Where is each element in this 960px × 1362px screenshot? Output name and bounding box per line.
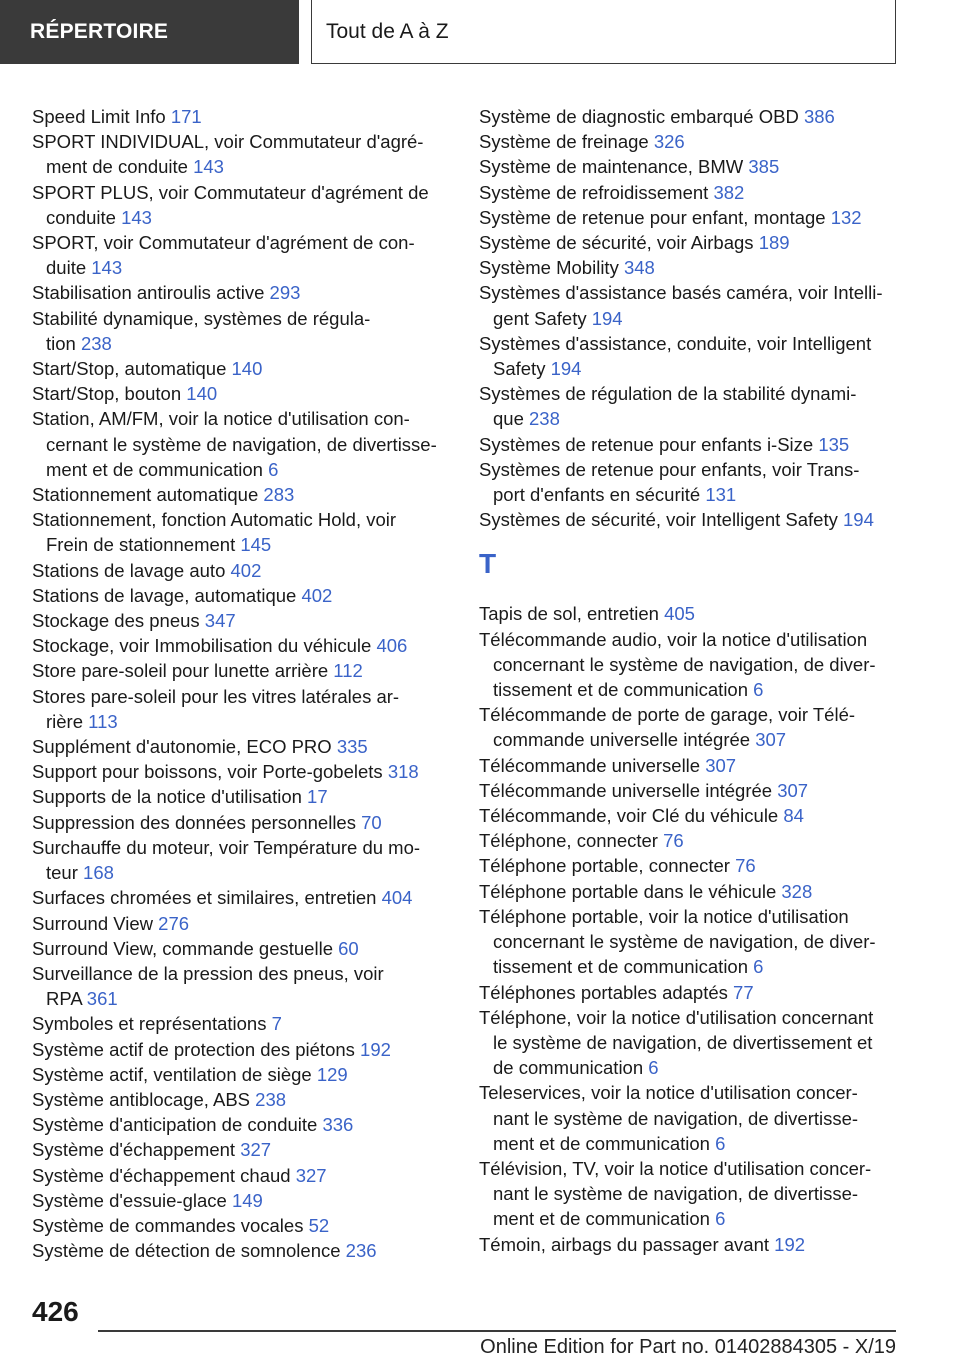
- page-reference-link[interactable]: 145: [240, 534, 272, 556]
- index-entry: [32, 104, 462, 129]
- index-entry: [479, 853, 904, 878]
- index-entry: [32, 507, 462, 557]
- index-entry: [479, 828, 904, 853]
- footer-divider: [98, 1330, 896, 1332]
- page-number: 426: [32, 1296, 79, 1327]
- index-entry: [32, 1011, 462, 1036]
- index-entry: [479, 129, 904, 154]
- index-entry: [479, 980, 904, 1005]
- index-entry: [32, 280, 462, 305]
- page-reference-link[interactable]: 192: [774, 1233, 806, 1255]
- entry-term: Symboles et représentations: [32, 1013, 267, 1035]
- entry-term: Système d'échappement chaud: [32, 1164, 291, 1186]
- page-reference-link[interactable]: 238: [80, 332, 112, 354]
- entry-term: Télécommande de porte de garage, voir Télé- commande universelle intégrée: [479, 704, 856, 751]
- entry-term: Tapis de sol, entretien: [479, 603, 659, 625]
- index-entry: [479, 627, 904, 703]
- index-entry: [32, 1112, 462, 1137]
- index-entry: [479, 255, 904, 280]
- index-entry: [479, 457, 904, 507]
- section-tab: [0, 0, 299, 64]
- index-entry: [479, 507, 904, 532]
- page-reference-link[interactable]: 347: [204, 610, 236, 632]
- page-reference-link[interactable]: 385: [748, 156, 780, 178]
- entry-term: Téléphone portable dans le véhicule: [479, 880, 777, 902]
- entry-term: Téléphone portable, voir la notice d'utilisation concernant le système de navigation, de diver- tissement et de communication: [479, 905, 876, 978]
- index-entry: [32, 684, 462, 734]
- entry-term: Surchauffe du moteur, voir Température du mo- teur: [32, 836, 421, 884]
- page-reference-link[interactable]: 318: [387, 761, 419, 783]
- index-entry: [32, 961, 462, 1011]
- index-entry: [32, 608, 462, 633]
- page-reference-link[interactable]: 405: [664, 603, 695, 625]
- index-entry: [479, 879, 904, 904]
- index-column-right: [479, 104, 904, 1257]
- entry-term: Télécommande universelle intégrée: [479, 779, 773, 801]
- index-entry: [479, 104, 904, 129]
- page-reference-link[interactable]: 382: [713, 181, 745, 203]
- entry-term: Supports de la notice d'utilisation: [32, 786, 302, 808]
- chapter-title-box: [311, 0, 896, 64]
- entry-term: Suppression des données personnelles: [32, 811, 356, 833]
- entry-term: Système antiblocage, ABS: [32, 1088, 251, 1110]
- page-reference-link[interactable]: 238: [255, 1088, 287, 1110]
- page-reference-link[interactable]: 194: [550, 358, 582, 380]
- index-entry: [32, 381, 462, 406]
- page-reference-link[interactable]: 326: [653, 131, 685, 153]
- entry-term: Système de freinage: [479, 131, 649, 153]
- entry-term: Stabilisation antiroulis active: [32, 282, 265, 304]
- page-reference-link[interactable]: 189: [758, 232, 790, 254]
- page-reference-link[interactable]: 17: [307, 786, 328, 808]
- index-entry: [32, 482, 462, 507]
- index-entry: [479, 331, 904, 381]
- entry-term: Système de sécurité, voir Airbags: [479, 232, 754, 254]
- entry-term: Téléphone, voir la notice d'utilisation concernant le système de navigation, de divertissement et de communication: [479, 1006, 874, 1079]
- section-label: RÉPERTOIRE: [30, 20, 169, 43]
- page-reference-link[interactable]: 143: [121, 206, 152, 228]
- index-entry: [32, 583, 462, 608]
- page-reference-link[interactable]: 386: [803, 106, 835, 127]
- index-entry: [32, 230, 462, 280]
- page-reference-link[interactable]: 52: [308, 1214, 330, 1236]
- entry-term: Surveillance de la pression des pneus, voir RPA: [32, 962, 384, 1010]
- entry-term: Système d'essuie-glace: [32, 1189, 227, 1211]
- entry-term: Système de commandes vocales: [32, 1214, 304, 1236]
- index-entry: [32, 129, 462, 179]
- index-entry: [32, 810, 462, 835]
- page-reference-link[interactable]: 135: [818, 433, 850, 455]
- index-group-t: [479, 601, 904, 1256]
- entry-term: Surround View: [32, 912, 154, 934]
- page-reference-link[interactable]: 143: [193, 156, 224, 178]
- page-reference-link[interactable]: 171: [170, 106, 202, 127]
- index-entry: [32, 1037, 462, 1062]
- index-entry: [479, 904, 904, 980]
- entry-term: Télévision, TV, voir la notice d'utilisation concer- nant le système de navigation, de divertisse- ment et de communication: [479, 1157, 872, 1230]
- index-entry: [32, 911, 462, 936]
- entry-term: Système d'échappement: [32, 1139, 236, 1161]
- index-entry: [32, 1213, 462, 1238]
- entry-term: Téléphone, connecter: [479, 830, 658, 852]
- page-reference-link[interactable]: 140: [186, 383, 218, 405]
- entry-term: Systèmes de sécurité, voir Intelligent Safety: [479, 509, 838, 531]
- index-entry: [32, 1238, 462, 1263]
- entry-term: Système d'anticipation de conduite: [32, 1114, 318, 1136]
- entry-term: Systèmes de régulation de la stabilité dynami- que: [479, 383, 857, 430]
- page-reference-link[interactable]: 335: [336, 736, 368, 758]
- index-group-s-continued: [479, 104, 904, 532]
- entry-term: Système de maintenance, BMW: [479, 156, 744, 178]
- index-entry: [32, 633, 462, 658]
- entry-term: Système de retenue pour enfant, montage: [479, 206, 826, 228]
- edition-footer: Online Edition for Part no. 01402884305 - X/19: [480, 1336, 896, 1358]
- index-entry: [479, 381, 904, 431]
- index-entry: [32, 306, 462, 356]
- entry-term: Système actif, ventilation de siège: [32, 1063, 312, 1085]
- entry-term: Store pare-soleil pour lunette arrière: [32, 660, 329, 682]
- entry-term: Stationnement automatique: [32, 484, 259, 506]
- page-reference-link[interactable]: 327: [240, 1139, 272, 1161]
- page-reference-link[interactable]: 404: [381, 887, 413, 909]
- page-reference-link[interactable]: 238: [529, 408, 560, 430]
- page-reference-link[interactable]: 7: [271, 1013, 282, 1035]
- page-reference-link[interactable]: 76: [735, 855, 756, 877]
- page-reference-link[interactable]: 6: [715, 1208, 726, 1230]
- page-reference-link[interactable]: 6: [268, 458, 279, 480]
- entry-term: Stabilité dynamique, systèmes de régula- tion: [32, 307, 371, 354]
- page-reference-link[interactable]: 113: [88, 710, 118, 732]
- entry-term: Témoin, airbags du passager avant: [479, 1233, 770, 1255]
- entry-term: Stationnement, fonction Automatic Hold, voir Frein de stationnement: [32, 509, 397, 556]
- page-reference-link[interactable]: 361: [86, 988, 118, 1010]
- entry-term: Système Mobility: [479, 257, 619, 279]
- entry-term: Start/Stop, automatique: [32, 358, 227, 380]
- page-reference-link[interactable]: 276: [158, 912, 190, 934]
- page-reference-link[interactable]: 6: [648, 1057, 659, 1079]
- page-reference-link[interactable]: 402: [230, 559, 262, 581]
- page-reference-link[interactable]: 140: [231, 358, 263, 380]
- page-reference-link[interactable]: 6: [753, 679, 764, 701]
- page-reference-link[interactable]: 194: [843, 509, 874, 531]
- index-entry: [479, 1156, 904, 1232]
- entry-term: Stations de lavage, automatique: [32, 584, 297, 606]
- index-entry: [479, 154, 904, 179]
- entry-term: Télécommande, voir Clé du véhicule: [479, 805, 779, 827]
- page-reference-link[interactable]: 402: [301, 584, 333, 606]
- entry-term: Stockage, voir Immobilisation du véhicule: [32, 635, 372, 657]
- index-entry: [479, 778, 904, 803]
- index-entry: [32, 558, 462, 583]
- page-reference-link[interactable]: 307: [777, 779, 809, 801]
- entry-term: Système actif de protection des piétons: [32, 1038, 355, 1060]
- page-reference-link[interactable]: 406: [376, 635, 408, 657]
- entry-term: SPORT PLUS, voir Commutateur d'agrément de conduite: [32, 181, 429, 228]
- index-entry: [32, 406, 462, 482]
- entry-term: Supplément d'autonomie, ECO PRO: [32, 736, 332, 758]
- index-entry: [479, 803, 904, 828]
- entry-term: Systèmes de retenue pour enfants i-Size: [479, 433, 814, 455]
- page-reference-link[interactable]: 143: [91, 257, 123, 279]
- index-entry: [479, 432, 904, 457]
- index-entry: [479, 1232, 904, 1257]
- page-reference-link[interactable]: 327: [295, 1164, 327, 1186]
- entry-term: Système de diagnostic embarqué OBD: [479, 106, 799, 127]
- entry-term: Téléphones portables adaptés: [479, 981, 728, 1003]
- index-entry: [479, 601, 904, 626]
- entry-term: Systèmes de retenue pour enfants, voir Trans- port d'enfants en sécurité: [479, 458, 860, 506]
- index-entry: [32, 734, 462, 759]
- page-reference-link[interactable]: 328: [781, 880, 813, 902]
- page-reference-link[interactable]: 6: [753, 956, 764, 978]
- page-reference-link[interactable]: 70: [361, 811, 382, 833]
- page-reference-link[interactable]: 84: [783, 805, 804, 827]
- entry-term: SPORT, voir Commutateur d'agrément de con- duite: [32, 232, 415, 279]
- entry-term: Système de refroidissement: [479, 181, 709, 203]
- index-entry: [479, 702, 904, 752]
- index-column-left: [32, 104, 462, 1263]
- index-entry: [32, 180, 462, 230]
- index-entry: [32, 1188, 462, 1213]
- index-entry: [32, 1163, 462, 1188]
- page-reference-link[interactable]: 236: [345, 1240, 377, 1262]
- chapter-title: Tout de A à Z: [326, 19, 449, 43]
- index-entry: [479, 205, 904, 230]
- page-reference-link[interactable]: 283: [263, 484, 295, 506]
- entry-term: Télécommande audio, voir la notice d'utilisation concernant le système de navigation, de diver- tissement et de communication: [479, 628, 876, 701]
- page-reference-link[interactable]: 194: [591, 307, 623, 329]
- entry-term: Systèmes d'assistance basés caméra, voir Intelli- gent Safety: [479, 282, 883, 329]
- entry-term: Station, AM/FM, voir la notice d'utilisation con- cernant le système de navigation, de divertisse- ment et de communication: [32, 408, 437, 480]
- entry-term: Système de détection de somnolence: [32, 1240, 341, 1262]
- page-reference-link[interactable]: 129: [316, 1063, 348, 1085]
- index-entry: [32, 936, 462, 961]
- index-entry: [32, 658, 462, 683]
- entry-term: Support pour boissons, voir Porte-gobelets: [32, 761, 383, 783]
- entry-term: Teleservices, voir la notice d'utilisation concer- nant le système de navigation, de divertisse- ment et de communication: [479, 1082, 859, 1154]
- letter-heading-t: T: [479, 548, 497, 580]
- page-reference-link[interactable]: 60: [338, 937, 359, 959]
- page-reference-link[interactable]: 77: [733, 981, 754, 1003]
- index-entry: [32, 784, 462, 809]
- page-reference-link[interactable]: 132: [830, 206, 862, 228]
- page-reference-link[interactable]: 112: [333, 660, 363, 682]
- entry-term: Surround View, commande gestuelle: [32, 937, 333, 959]
- index-entry: [32, 835, 462, 885]
- entry-term: Téléphone portable, connecter: [479, 855, 730, 877]
- entry-term: Surfaces chromées et similaires, entretien: [32, 887, 377, 909]
- entry-term: Speed Limit Info: [32, 106, 166, 127]
- entry-term: Stores pare-soleil pour les vitres latérales ar- rière: [32, 685, 400, 732]
- page-reference-link[interactable]: 149: [231, 1189, 263, 1211]
- page-reference-link[interactable]: 76: [663, 830, 684, 852]
- page-reference-link[interactable]: 307: [755, 729, 787, 751]
- index-entry: [32, 1062, 462, 1087]
- index-entry: [479, 1080, 904, 1156]
- page-reference-link[interactable]: 168: [83, 862, 114, 884]
- page-reference-link[interactable]: 348: [623, 257, 655, 279]
- entry-term: Stockage des pneus: [32, 610, 200, 632]
- entry-term: Stations de lavage auto: [32, 559, 226, 581]
- page-reference-link[interactable]: 192: [360, 1038, 391, 1060]
- index-entry: [32, 759, 462, 784]
- entry-term: SPORT INDIVIDUAL, voir Commutateur d'agré- ment de conduite: [32, 131, 424, 178]
- index-entry: [479, 753, 904, 778]
- index-entry: [479, 180, 904, 205]
- index-entry: [32, 356, 462, 381]
- index-entry: [32, 1087, 462, 1112]
- page-reference-link[interactable]: 336: [322, 1114, 354, 1136]
- entry-term: Start/Stop, bouton: [32, 383, 182, 405]
- index-entry: [32, 885, 462, 910]
- index-entry: [32, 1137, 462, 1162]
- page-reference-link[interactable]: 131: [705, 484, 737, 506]
- index-entry: [479, 1005, 904, 1081]
- entry-term: Télécommande universelle: [479, 754, 701, 776]
- page-reference-link[interactable]: 307: [705, 754, 737, 776]
- index-entry: [479, 280, 904, 330]
- index-entry: [479, 230, 904, 255]
- page-reference-link[interactable]: 6: [715, 1132, 726, 1154]
- page-reference-link[interactable]: 293: [269, 282, 301, 304]
- entry-term: Systèmes d'assistance, conduite, voir Intelligent Safety: [479, 332, 872, 380]
